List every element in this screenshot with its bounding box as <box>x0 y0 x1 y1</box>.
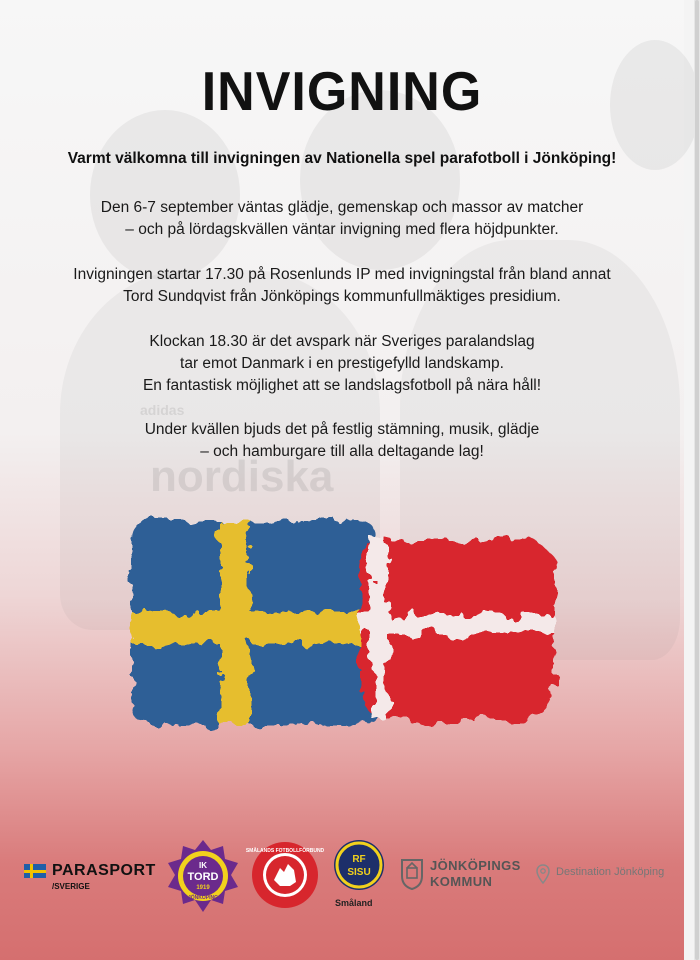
scrollbar[interactable] <box>694 0 700 960</box>
parasport-sub: /SVERIGE <box>52 882 90 891</box>
destination-text: Destination Jönköping <box>556 866 665 878</box>
jonkopings-line2: KOMMUN <box>430 874 493 889</box>
rf-sisu-label: Småland <box>335 898 373 908</box>
paragraph-line: – och på lördagskvällen väntar invigning med flera höjdpunkter. <box>125 221 559 238</box>
sweden-flag <box>132 520 377 725</box>
paragraph-line: – och hamburgare till alla deltagande lag! <box>200 443 484 460</box>
paragraph-line: Invigningen startar 17.30 på Rosenlunds IP med invigningstal från bland annat <box>73 266 611 283</box>
coat-of-arms-icon <box>400 858 424 890</box>
rf-text: RF <box>352 854 366 865</box>
location-pin-icon <box>536 864 550 884</box>
ik-tord-place: JÖNKÖPING <box>187 895 219 901</box>
paragraph-line: tar emot Danmark i en prestigefylld landskamp. <box>180 355 504 372</box>
page-title: INVIGNING <box>201 61 483 123</box>
shirt-sponsor-watermark: nordiska <box>150 452 334 501</box>
scrollbar-thumb[interactable] <box>695 0 699 960</box>
paragraph-evening <box>0 419 684 463</box>
paragraph-line: Tord Sundqvist från Jönköpings kommunfullmäktiges presidium. <box>123 288 561 305</box>
smalands-ring-text: SMÅLANDS FOTBOLLFÖRBUND <box>245 848 325 854</box>
paragraph-match <box>0 331 684 397</box>
flags-graphic <box>120 510 570 740</box>
background-photo-head-left <box>90 110 240 280</box>
smalands-fotbollforbund-logo <box>245 840 325 910</box>
ik-tord-top: IK <box>199 861 207 870</box>
ik-tord-name: TORD <box>187 871 219 883</box>
denmark-flag <box>360 540 555 720</box>
paragraph-line: Under kvällen bjuds det på festlig stämning, musik, glädje <box>144 421 540 438</box>
paragraph-line: En fantastisk möjlighet att se landslagsfotboll på nära håll! <box>142 377 542 394</box>
paragraph-opening <box>0 264 684 308</box>
paragraph-line: Klockan 18.30 är det avspark när Sveriges paralandslag <box>149 333 535 350</box>
shirt-brand-watermark: adidas <box>140 402 185 418</box>
parasport-name: PARASPORT <box>52 862 156 879</box>
lead-text: Varmt välkomna till invigningen av Nationella spel parafotboll i Jönköping! <box>67 150 617 167</box>
paragraph-dates <box>0 197 684 241</box>
sponsor-logos <box>0 830 684 920</box>
paragraph-line: Den 6-7 september väntas glädje, gemenskap och massor av matcher <box>100 199 584 216</box>
sisu-text: SISU <box>347 867 371 878</box>
ik-tord-year: 1919 <box>196 885 210 891</box>
jonkopings-line1: JÖNKÖPINGS <box>430 858 521 873</box>
rf-sisu-logo <box>332 838 386 898</box>
ik-tord-logo <box>165 838 241 914</box>
sweden-flag-icon <box>24 864 46 878</box>
